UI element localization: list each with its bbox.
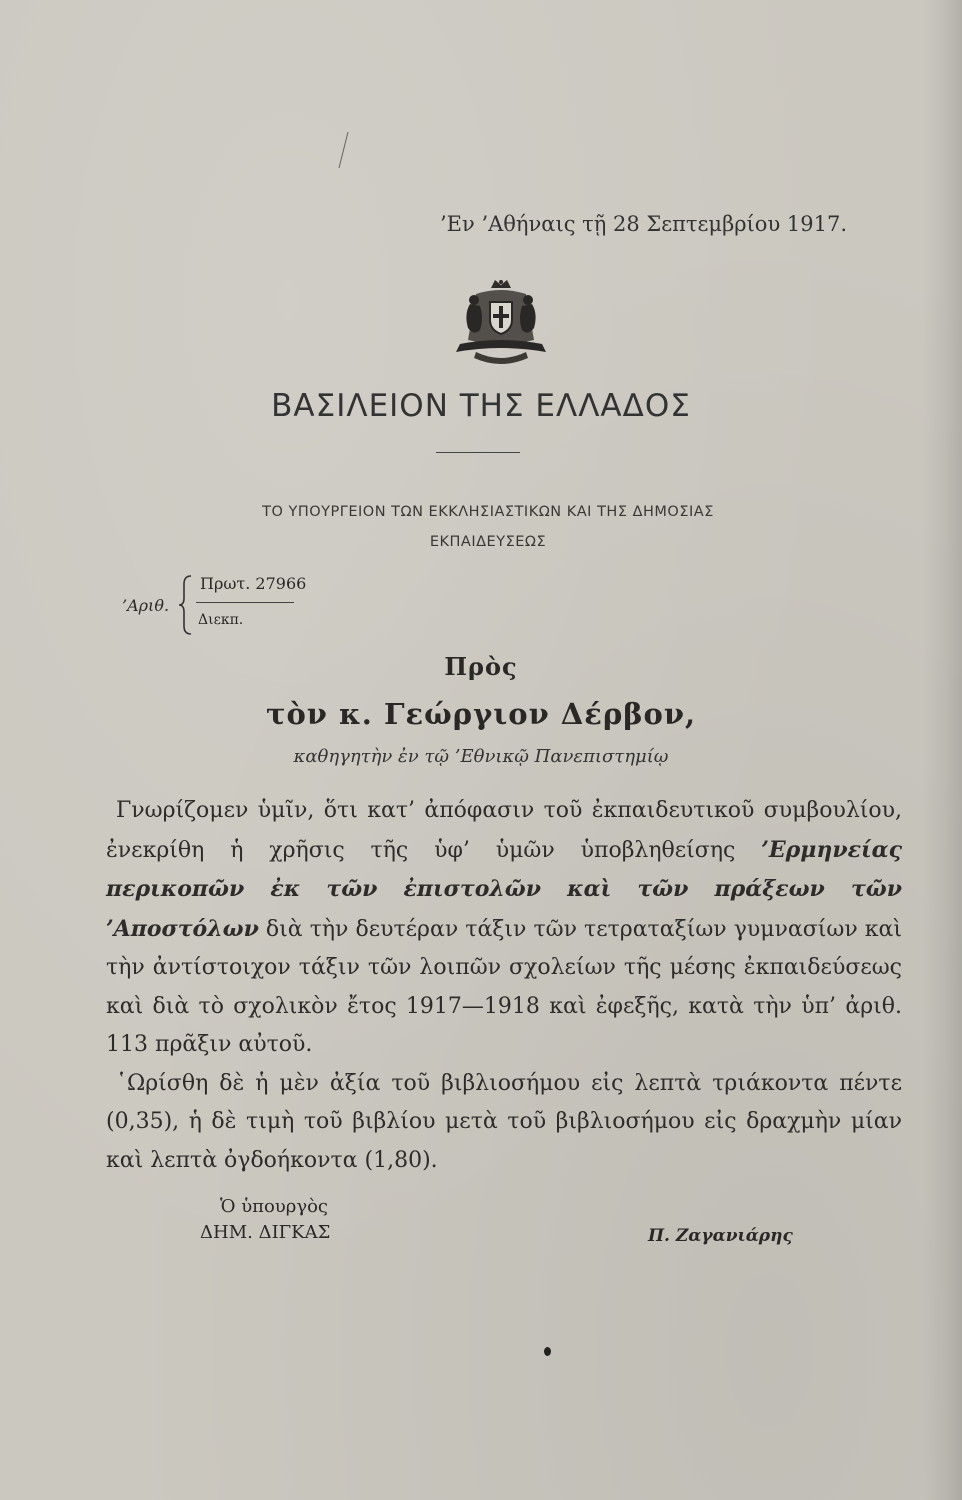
- kingdom-heading: ΒΑΣΙΛΕΙΟΝ ΤΗΣ ΕΛΛΑΔΟΣ: [271, 388, 691, 424]
- body-paragraph-1: [106, 792, 902, 1065]
- minister-name: ΔΗΜ. ΔΙΓΚΑΣ: [200, 1222, 331, 1243]
- book-title: ’Ερμηνείας περικοπῶν ἐκ τῶν ἐπιστολῶν καὶ τῶν πράξεων τῶν ’Αποστόλων: [106, 836, 902, 942]
- body-paragraph-2: ῾Ωρίσθη δὲ ἡ μὲν ἀξία τοῦ βιβλιοσήμου εἰς λεπτὰ τριάκοντα πέντε (0,35), ἡ δὲ τιμὴ τοῦ βιβλίου μετὰ τοῦ βιβλιοσήμου εἰς δραχμὴν μίαν καὶ λεπτὰ ὀγδοήκοντα (1,80).: [106, 1070, 902, 1173]
- recipient-role: καθηγητὴν ἐν τῷ ’Εθνικῷ Πανεπιστημίῳ: [293, 746, 669, 767]
- ink-spot: [544, 1347, 551, 1356]
- brace-icon: [178, 574, 194, 636]
- reference-number-label: ’Αριθ.: [122, 596, 170, 615]
- date-line: ’Εν ’Αθήναις τῇ 28 Σεπτεμβρίου 1917.: [440, 212, 847, 236]
- ministry-line-2: ΕΚΠΑΙΔΕΥΣΕΩΣ: [429, 534, 547, 550]
- dispatch-label: Διεκπ.: [198, 612, 244, 628]
- recipient-name: τὸν κ. Γεώργιον Δέρβον,: [265, 697, 697, 731]
- minister-title: Ὁ ὑπουργὸς: [220, 1196, 328, 1217]
- ministry-line-1: ΤΟ ΥΠΟΥΡΓΕΙΟΝ ΤΩΝ ΕΚΚΛΗΣΙΑΣΤΙΚΩΝ ΚΑΙ ΤΗΣ ΔΗΜΟΣΙΑΣ: [262, 504, 714, 520]
- protocol-number: Πρωτ. 27966: [200, 574, 307, 593]
- body-paragraph-1-rest: διὰ τὴν δευτέραν τάξιν τῶν τετραταξίων γυμνασίων καὶ τὴν ἀντίστοιχον τάξιν τῶν λοιπῶν σχολείων τῆς μέσης ἐκπαιδεύσεως καὶ διὰ τὸ σχολικὸν ἔτος 1917—1918 καὶ ἐφεξῆς, κατὰ τὴν ὑπ’ ἀριθ. 113 πρᾶξιν αὐτοῦ.: [106, 916, 902, 1057]
- reference-divider: [196, 602, 294, 603]
- secretary-name: Π. Ζαγανιάρης: [648, 1226, 793, 1246]
- reference-block: [122, 570, 342, 640]
- body-paragraph-1-intro: Γνωρίζομεν ὑμῖν, ὅτι κατ’ ἀπόφασιν τοῦ ἐκπαιδευτικοῦ συμβουλίου, ἐνεκρίθη ἡ χρῆσις τῆς ὑφ’ ὑμῶν ὑποβληθείσης: [106, 798, 902, 863]
- ministry-heading: [118, 497, 858, 557]
- royal-coat-of-arms-icon: [446, 278, 556, 368]
- addressee-prefix: Πρὸς: [444, 652, 518, 681]
- letter-body: [106, 792, 902, 1180]
- heading-divider: [436, 452, 520, 453]
- ink-scratch: [336, 130, 350, 170]
